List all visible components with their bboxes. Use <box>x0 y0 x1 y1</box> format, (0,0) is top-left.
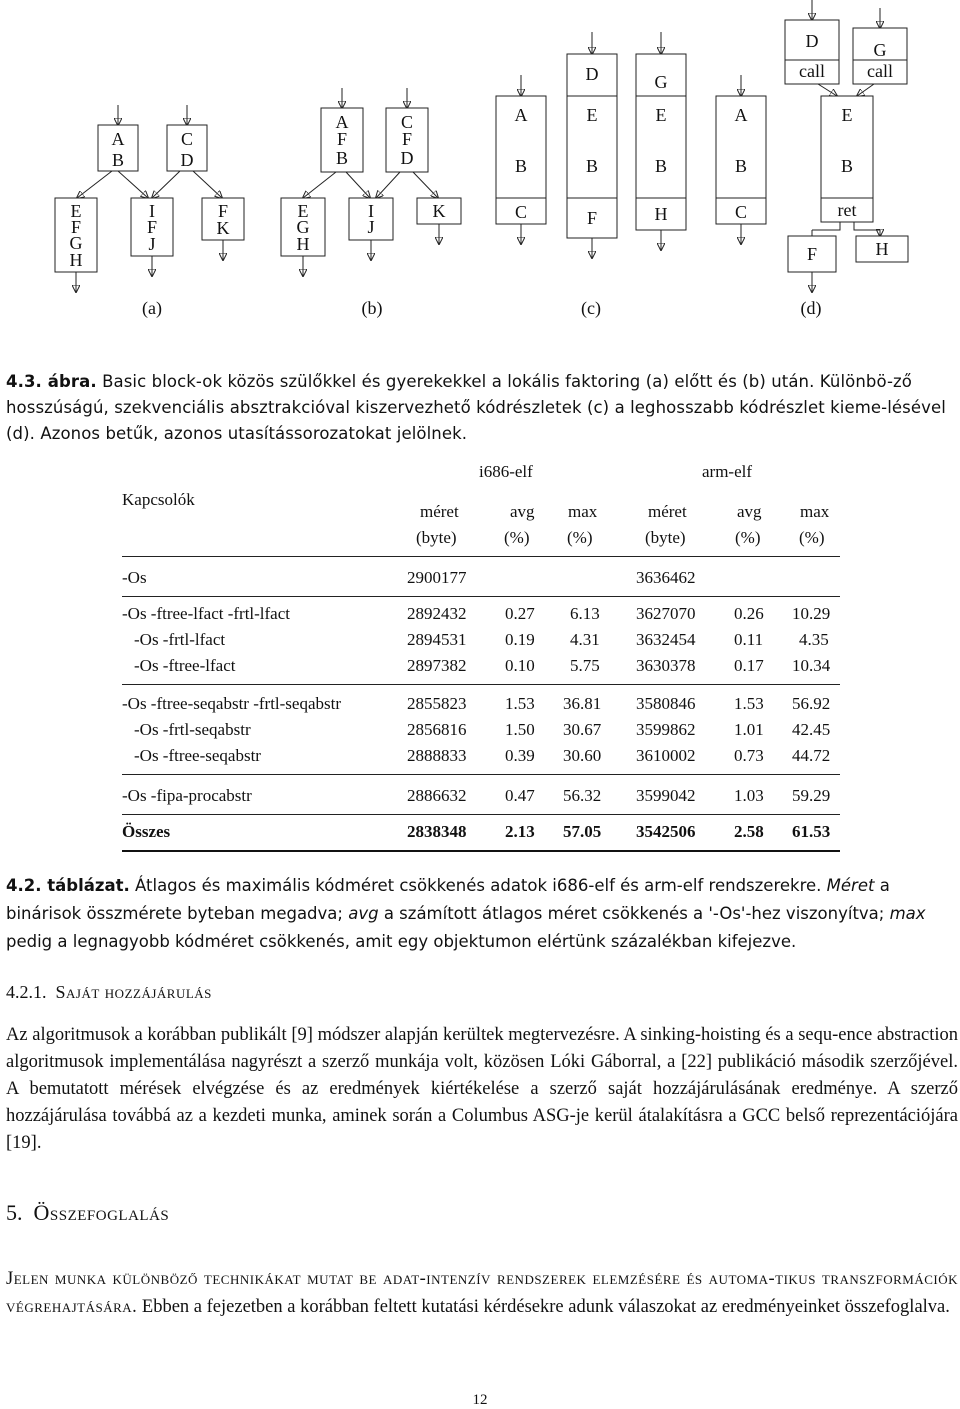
shared-eb-line: ret <box>837 200 857 220</box>
header-col: avg <box>510 502 535 521</box>
summary-paragraph <box>6 1266 958 1321</box>
block-efgh-line: E <box>70 201 82 221</box>
header-col-unit: (%) <box>567 528 593 547</box>
summary-rest: Ebben a fejezetben a korábban feltett kutatási kérdésekre adunk válaszokat az eredményeinket összefoglalva. <box>141 1296 950 1317</box>
row-total-value: 3542506 <box>636 822 696 841</box>
block-fk-line: K <box>216 218 230 238</box>
block-ij-line: J <box>367 217 375 237</box>
call-g-line: G <box>873 40 887 60</box>
table-rule <box>122 684 840 685</box>
row-value: 4.35 <box>799 630 829 649</box>
block-cfd-line: D <box>400 148 414 168</box>
panel-c <box>496 32 686 258</box>
block-afb-line: A <box>335 112 349 132</box>
row-value: 3580846 <box>636 694 696 713</box>
header-col: max <box>568 502 598 521</box>
block-ifj-line: J <box>148 234 156 254</box>
row-total-value: 57.05 <box>563 822 602 841</box>
row-value: 3630378 <box>636 656 696 675</box>
row-value: 0.19 <box>505 630 535 649</box>
row-total-value: 2.58 <box>734 822 764 841</box>
row-value: 1.01 <box>734 720 764 739</box>
block-egh-line: E <box>297 201 309 221</box>
panel-a <box>55 105 244 292</box>
table-caption-term: avg <box>348 904 379 923</box>
row-value: 5.75 <box>570 656 600 675</box>
shared-eb-line: B <box>840 156 854 176</box>
block-ifj-line: I <box>149 201 155 221</box>
row-value: 10.34 <box>792 656 831 675</box>
row-value: 3636462 <box>636 568 696 587</box>
table-rule-bottom <box>122 850 840 852</box>
page-number: 12 <box>472 1392 488 1408</box>
row-total-value: 2838348 <box>407 822 467 841</box>
subsection-title: Saját hozzájárulás <box>55 982 212 1002</box>
seq-geb-line: G <box>654 72 668 92</box>
header-group-i686: i686-elf <box>479 462 533 481</box>
table-rule <box>122 774 840 775</box>
row-value: 42.45 <box>792 720 831 739</box>
row-value: 3610002 <box>636 746 696 765</box>
seq-deb-line: E <box>586 105 598 125</box>
header-col-unit: (%) <box>735 528 761 547</box>
block-ab-line: B <box>111 150 125 170</box>
row-value: 2897382 <box>407 656 467 675</box>
row-flags: -Os -frtl-lfact <box>134 630 226 649</box>
table-caption-text: a számított átlagos méret csökkenés a '-Os'-hez viszonyítva; <box>383 904 885 923</box>
abs-ab-line: A <box>734 105 748 125</box>
table-caption-term: Méret <box>826 876 875 895</box>
table-rule <box>122 556 840 557</box>
table-caption-text: a binárisok összmérete byteban megadva; <box>6 876 890 923</box>
row-value: 1.03 <box>734 786 764 805</box>
table-caption-term: max <box>889 904 926 923</box>
header-flags: Kapcsolók <box>122 490 195 509</box>
table-rule <box>122 814 840 815</box>
header-col-unit: (%) <box>799 528 825 547</box>
block-afb-line: F <box>336 129 348 149</box>
seq-f-line: F <box>586 208 598 228</box>
seq-ab-line: B <box>514 156 528 176</box>
row-value: 0.39 <box>505 746 535 765</box>
section-title: Összefoglalás <box>33 1200 170 1225</box>
block-egh-line: G <box>296 217 310 237</box>
block-efgh-line: F <box>70 217 82 237</box>
section-heading <box>6 1200 169 1226</box>
row-value: 1.50 <box>505 720 535 739</box>
block-efgh-line: H <box>69 250 83 270</box>
figure-caption-label: 4.3. ábra. <box>6 372 97 391</box>
row-value: 36.81 <box>563 694 602 713</box>
seq-geb-line: B <box>654 156 668 176</box>
section-number: 5. <box>6 1200 23 1225</box>
header-col: méret <box>648 502 687 521</box>
row-flags: -Os -ftree-seqabstr -frtl-seqabstr <box>122 694 342 713</box>
panel-label-a: (a) <box>142 298 162 318</box>
seq-deb-line: B <box>585 156 599 176</box>
row-value: 2892432 <box>407 604 467 623</box>
row-value: 0.10 <box>505 656 535 675</box>
row-value: 2900177 <box>407 568 467 587</box>
row-value: 0.27 <box>505 604 535 623</box>
out-h-line: H <box>875 239 889 259</box>
row-value: 59.29 <box>792 786 831 805</box>
row-value: 0.26 <box>734 604 764 623</box>
row-total-value: 2.13 <box>505 822 535 841</box>
seq-ab-line: A <box>514 105 528 125</box>
row-value: 3632454 <box>636 630 696 649</box>
figure-caption <box>6 369 956 447</box>
row-flags: -Os <box>122 568 147 587</box>
row-value: 6.13 <box>570 604 600 623</box>
subsection-number: 4.2.1. <box>6 982 47 1002</box>
table-caption-label: 4.2. táblázat. <box>6 876 130 895</box>
block-cfd-line: C <box>400 112 414 132</box>
row-value: 2855823 <box>407 694 467 713</box>
call-g-line: call <box>867 61 893 81</box>
row-value: 56.92 <box>792 694 831 713</box>
seq-deb-line: D <box>585 64 599 84</box>
panel-label-c: (c) <box>581 298 601 318</box>
header-col: avg <box>737 502 762 521</box>
row-value: 30.60 <box>563 746 602 765</box>
row-value: 2856816 <box>407 720 467 739</box>
panel-label-d: (d) <box>800 298 822 318</box>
row-value: 0.47 <box>505 786 535 805</box>
abs-c-line: C <box>734 202 748 222</box>
header-group-arm: arm-elf <box>702 462 753 481</box>
contribution-paragraph: Az algoritmusok a korábban publikált [9] módszer alapján kerültek megtervezésre. A sinking-hoisting és a sequ-ence abstraction algoritmusok implementálása nagyrészt a szerző munkája volt, közösen Lóki Gáborral, a [22] publikáció második szerzőjével. A bemutatott mérések elvégzése és az eredmények kiértékelése a szerző saját hozzájárulásának eredménye. A szerző hozzájárulása továbbá az a kezdeti munka, aminek során a Columbus ASG-je kerül átalakításra a GCC belső reprezentációjára [19]. <box>6 1025 958 1153</box>
header-col: max <box>800 502 830 521</box>
row-flags: -Os -frtl-seqabstr <box>134 720 251 739</box>
shared-eb-line: E <box>841 105 853 125</box>
row-value: 30.67 <box>563 720 602 739</box>
row-value: 0.73 <box>734 746 764 765</box>
table-caption-text: Átlagos és maximális kódméret csökkenés adatok i686-elf és arm-elf rendszerekre. <box>135 876 822 895</box>
row-flags: -Os -ftree-lfact -frtl-lfact <box>122 604 290 623</box>
block-ifj-line: F <box>146 217 158 237</box>
table-rule <box>122 596 840 597</box>
call-d-line: call <box>799 61 825 81</box>
out-f-line: F <box>806 244 818 264</box>
row-value: 2894531 <box>407 630 467 649</box>
seq-geb-line: E <box>655 105 667 125</box>
panel-d <box>716 0 908 292</box>
seq-h-line: H <box>654 204 668 224</box>
block-egh-line: H <box>296 234 310 254</box>
row-flags: -Os -fipa-procabstr <box>122 786 252 805</box>
row-value: 10.29 <box>792 604 831 623</box>
row-value: 44.72 <box>792 746 831 765</box>
row-value: 1.53 <box>734 694 764 713</box>
row-value: 3599862 <box>636 720 696 739</box>
subsection-heading <box>6 982 212 1003</box>
block-fk-line: F <box>217 201 229 221</box>
block-cd-line: C <box>180 129 194 149</box>
header-col-unit: (byte) <box>416 528 457 547</box>
panel-b <box>281 88 461 276</box>
figure-4-3 <box>0 0 960 340</box>
row-total-flags: Összes <box>122 822 171 841</box>
figure-caption-text: Basic block-ok közös szülőkkel és gyerekekkel a lokális faktoring (a) előtt és (b) után. Különbö-ző hosszúságú, szekvenciális absztrakcióval kiszervezhető kódrészletek (c) a leghosszabb kódrészlet kieme-lésével (d). Azonos betűk, azonos utasítássorozatokat jelölnek. <box>6 372 946 443</box>
header-col-unit: (%) <box>504 528 530 547</box>
row-value: 2888833 <box>407 746 467 765</box>
panel-label-b: (b) <box>361 298 383 318</box>
abs-ab-line: B <box>734 156 748 176</box>
row-value: 0.11 <box>734 630 764 649</box>
call-d-line: D <box>805 31 819 51</box>
row-value: 56.32 <box>563 786 602 805</box>
row-total-value: 61.53 <box>792 822 831 841</box>
block-ab-line: A <box>111 129 125 149</box>
row-flags: -Os -ftree-lfact <box>134 656 236 675</box>
row-value: 0.17 <box>734 656 764 675</box>
seq-c-line: C <box>514 202 528 222</box>
row-value: 4.31 <box>570 630 600 649</box>
results-table <box>122 452 842 857</box>
header-col-unit: (byte) <box>645 528 686 547</box>
table-caption <box>6 872 956 956</box>
summary-lead: Jelen munka különböző technikákat mutat be adat-intenzív rendszerek elemzésére és automa-tikus transzformációk végrehajtására. <box>6 1269 958 1317</box>
row-value: 3599042 <box>636 786 696 805</box>
block-k-line: K <box>432 201 446 221</box>
block-efgh-line: G <box>69 233 83 253</box>
row-value: 2886632 <box>407 786 467 805</box>
block-cd-line: D <box>180 150 194 170</box>
block-cfd-line: F <box>401 129 413 149</box>
block-afb-line: B <box>335 148 349 168</box>
row-value: 1.53 <box>505 694 535 713</box>
header-col: méret <box>420 502 459 521</box>
table-caption-text: pedig a legnagyobb kódméret csökkenés, amit egy objektumon elértünk százalékban kifejezve. <box>6 932 797 951</box>
block-ij-line: I <box>368 201 374 221</box>
row-flags: -Os -ftree-seqabstr <box>134 746 261 765</box>
row-value: 3627070 <box>636 604 696 623</box>
